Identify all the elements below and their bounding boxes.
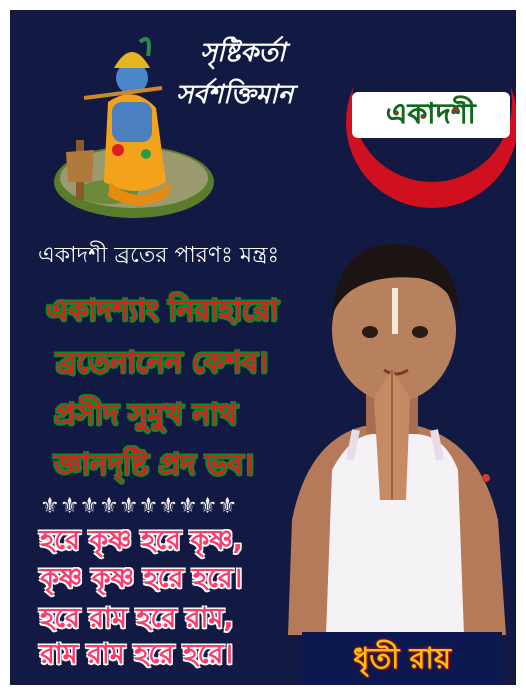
chant-line: হরে রাম হরে রাম, [40,603,234,634]
author-name: ধৃতী রায় [353,640,451,675]
poster [10,10,516,685]
chant-line: রাম রাম হরে হরে। [40,639,233,670]
praying-child-image [268,220,516,635]
chant-line: হরে কৃষ্ণ হরে কৃষ্ণ, [40,525,243,556]
author-badge [302,632,502,685]
title-badge [352,92,510,138]
mantra-line: প্রসীদ সুমুখ নাথ [54,397,238,431]
mantra-heading: একাদশী ব্রতের পারণঃ মন্ত্রঃ [38,243,280,268]
mantra-line: একাদশ্যাং নিরাহারো [46,293,279,327]
tagline-almighty: সর্বশক্তিমান [176,80,294,110]
mantra-line: জ্ঞানদৃষ্টি প্রদ ভব। [54,447,254,481]
chant-line: কৃষ্ণ কৃষ্ণ হরে হরে। [40,563,243,594]
tagline-creator: সৃষ্টিকর্তা [200,38,286,68]
krishna-flute-image [48,32,218,222]
fleur-de-lis-divider: ⚜⚜⚜⚜⚜⚜⚜⚜⚜⚜ [40,494,238,519]
title-ekadashi: একাদশী [385,96,477,130]
mantra-line: ব্রতেনানেন কেশব। [56,345,268,379]
